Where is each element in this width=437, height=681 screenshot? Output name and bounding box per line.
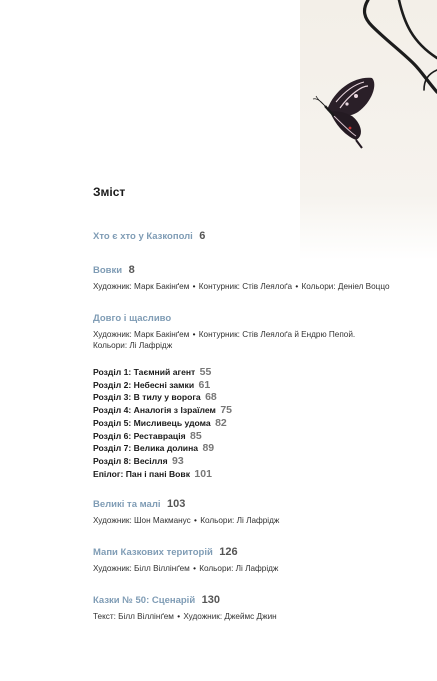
entry-credits: Художник: Марк Бакінґем • Контурник: Стів Леялоґа • Кольори: Деніел Воццо: [93, 282, 390, 291]
toc-entry-maps[interactable]: [93, 542, 423, 574]
entry-page: 6: [199, 230, 206, 242]
toc-title: Зміст: [93, 185, 126, 199]
entry-page: 103: [166, 498, 186, 511]
chapter-item[interactable]: Розділ 1: Таємний агент 55: [93, 366, 212, 378]
entry-title: Довго і щасливо: [93, 313, 172, 324]
entry-credits: Текст: Білл Віллінґем • Художник: Джеймс Джин: [93, 612, 277, 622]
entry-page: 130: [201, 594, 220, 607]
entry-title: Великі та малі: [93, 499, 161, 511]
entry-credits: Художник: Шон Макманус • Кольори: Лі Лафрідж: [93, 516, 280, 526]
chapter-item[interactable]: Розділ 8: Весілля 93: [93, 454, 184, 467]
entry-page: 8: [128, 264, 135, 276]
chapter-item[interactable]: Розділ 2: Небесні замки 61: [93, 378, 211, 391]
table-of-contents: [93, 185, 423, 638]
chapter-item[interactable]: Розділ 5: Мисливець удома 82: [93, 416, 227, 429]
chapter-item[interactable]: Епілог: Пан і пані Вовк 101: [93, 467, 212, 480]
entry-credits: Художник: Марк Бакінґем • Контурник: Стів Леялоґа й Ендрю Пепой. Кольори: Лі Лафрідж: [93, 330, 356, 350]
toc-entry-happily-ever-after[interactable]: [93, 308, 423, 351]
chapter-item[interactable]: Розділ 4: Аналогія з Ізраїлем 75: [93, 404, 232, 417]
toc-entry-wolves[interactable]: [93, 260, 423, 292]
toc-entry-who-is-who[interactable]: [93, 226, 423, 244]
entry-credits: Художник: Білл Віллінґем • Кольори: Лі Лафрідж: [93, 564, 279, 574]
toc-entry-script[interactable]: [93, 590, 423, 622]
toc-entry-big-and-small[interactable]: [93, 494, 423, 526]
entry-title: Вовки: [93, 265, 123, 276]
chapter-item[interactable]: Розділ 6: Реставрація 85: [93, 429, 202, 442]
entry-title: Хто є хто у Казкополі: [93, 231, 193, 242]
chapter-list: [93, 366, 423, 480]
entry-title: Мапи Казкових територій: [93, 547, 213, 559]
chapter-item[interactable]: Розділ 7: Велика долина 89: [93, 442, 215, 455]
chapter-item[interactable]: Розділ 3: В тилу у ворога 68: [93, 391, 217, 404]
entry-page: 126: [219, 546, 238, 559]
entry-title: Казки № 50: Сценарій: [93, 595, 196, 607]
